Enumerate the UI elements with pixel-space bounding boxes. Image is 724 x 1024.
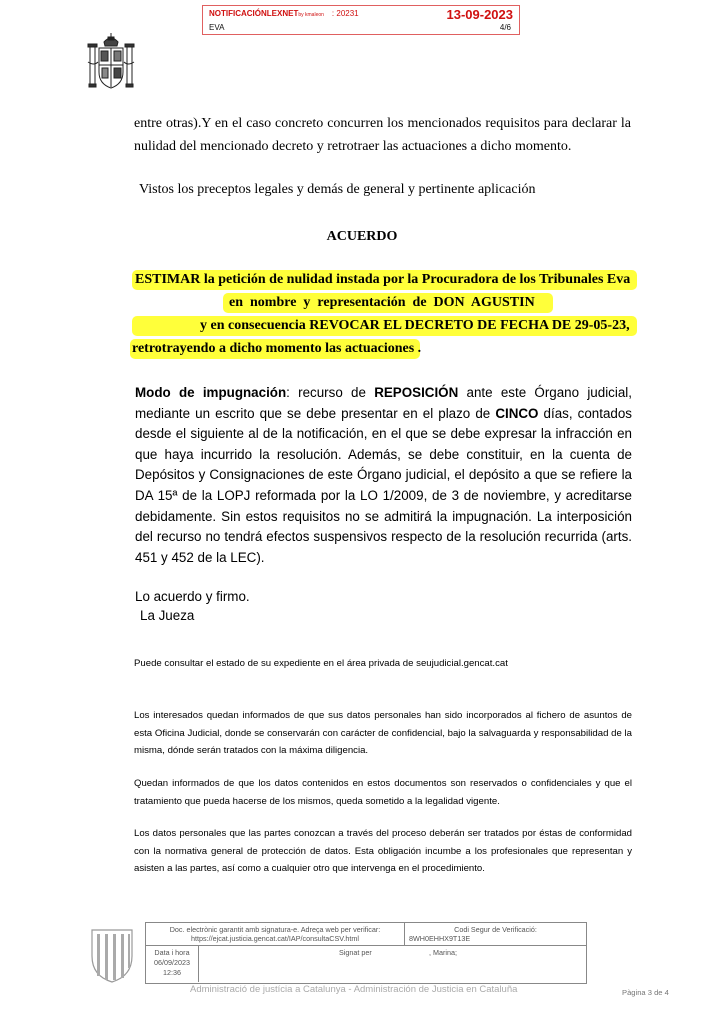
closing-line: Lo acuerdo y firmo. (135, 589, 250, 604)
recipient-name: EVA (209, 23, 225, 32)
section-heading: ACUERDO (326, 229, 398, 244)
impugnacion-text-2: ante este Órgano judicial, mediante un escrito que se debe presentar en el plazo de (135, 385, 632, 421)
data-protection-notice: Los interesados quedan informados de que sus datos personales han sido incorporados al fichero de asuntos de esta Oficina Judicial, donde se conservarán con carácter de confidencial, bajo la salvaguarda y responsabilidad de la misma, dónde serán tratados con la máxima diligencia. (134, 710, 632, 756)
personal-data-notice: Los datos personales que las partes conozcan a través del proceso deberán ser tratados por éstas de conformidad con la normativa general de protección de datos. Esta obligación incumbe a los profesionales que representan y asisten a las partes, así como a cualquier otro que intervenga en el procedimiento. (134, 828, 632, 874)
notification-title (209, 9, 359, 18)
csv-cell (405, 923, 587, 946)
impugnacion-label: Modo de impugnación (135, 385, 287, 400)
date-value: 06/09/2023 (154, 958, 190, 967)
impugnacion-bold-1: REPOSICIÓN (374, 385, 459, 400)
page-number: Pàgina 3 de 4 (622, 988, 669, 997)
signature-row (146, 946, 587, 984)
ruling-line-2 (132, 292, 637, 315)
signer-cell (199, 946, 586, 982)
confidentiality-notice: Quedan informados de que los datos contenidos en estos documentos son reservados o confidenciales y que el tratamiento que pueda hacerse de los mismos, queda sometido a la legalidad vigente. (134, 778, 632, 807)
ruling-text-4: retrotrayendo a dicho momento las actuaciones . (132, 341, 422, 356)
vistos-paragraph: Vistos los preceptos legales y demás de general y pertinente aplicación (139, 182, 536, 197)
impugnacion-text-1: : recurso de (286, 385, 375, 400)
closing-block (135, 587, 250, 625)
ruling-text-1: ESTIMAR la petición de nulidad instada por la Procuradora de los Tribunales Eva (135, 272, 631, 287)
system-label: LEXNET (266, 9, 299, 18)
signature-table (145, 922, 587, 984)
notification-date: 13-09-2023 (446, 7, 513, 22)
notification-label: NOTIFICACIÓN (209, 9, 267, 18)
impugnacion-text-3: días, contados desde el siguiente al de la notificación, en el que se debe expresar la infracción en que haya incurrido la resolución. Además, se debe constituir, en la cuenta de Depósitos y Consignaciones de este Órgano judicial, el depósito a que se refiere la DA 15ª de la LOPJ reformada por la LO 1/2009, de 3 de noviembre, y acreditarse debidamente. Sin estos requisitos no se admitirá la impugnación. La interposición del recurso no tendrá efectos suspensivos respecto de la resolución recurrida (arts. 451 y 452 de la LEC). (135, 405, 632, 565)
ruling-text-3: y en consecuencia REVOCAR EL DECRETO DE FECHA DE 29-05-23, (200, 318, 630, 333)
ruling-line-3 (132, 315, 637, 338)
signature-info-cell (146, 923, 405, 946)
ruling-block (132, 269, 637, 361)
csv-label: Codi Segur de Verificació: (454, 925, 537, 934)
date-label: Data i hora (154, 948, 190, 957)
ruling-text-2: en nombre y representación de DON AGUSTIN (229, 295, 535, 310)
date-cell (146, 946, 199, 982)
ruling-line-1 (132, 269, 637, 292)
time-value: 12:36 (163, 968, 181, 977)
signer-name: , Marina; (429, 948, 457, 957)
generalitat-logo-icon (88, 926, 136, 984)
judge-title: La Jueza (140, 608, 195, 623)
impugnacion-bold-2: CINCO (495, 405, 539, 421)
stamp-page-count: 4/6 (499, 23, 511, 32)
ruling-line-4 (132, 338, 637, 361)
csv-code: 8WH0EHHX9T13E (409, 934, 471, 943)
signed-by-label: Signat per (339, 948, 372, 957)
impugnacion-paragraph (135, 383, 632, 568)
verify-url[interactable]: https://ejcat.justicia.gencat.cat/IAP/consultaCSV.html (191, 934, 359, 943)
administration-line: Administració de justícia a Catalunya - Administración de Justicia en Cataluña (190, 984, 518, 995)
intro-paragraph: entre otras).Y en el caso concreto concurren los mencionados requisitos para declarar la nulidad del mencionado decreto y retrotraer las actuaciones a dicho momento. (134, 116, 631, 154)
notification-number: : 20231 (331, 9, 359, 18)
notification-stamp (202, 5, 520, 35)
expediente-notice: Puede consultar el estado de su expediente en el área privada de seujudicial.gencat.cat (134, 658, 508, 669)
coat-of-arms-icon (86, 32, 136, 94)
signature-note: Doc. electrònic garantit amb signatura-e. Adreça web per verificar: (169, 925, 381, 934)
by-label: by kmaleon (298, 12, 324, 18)
